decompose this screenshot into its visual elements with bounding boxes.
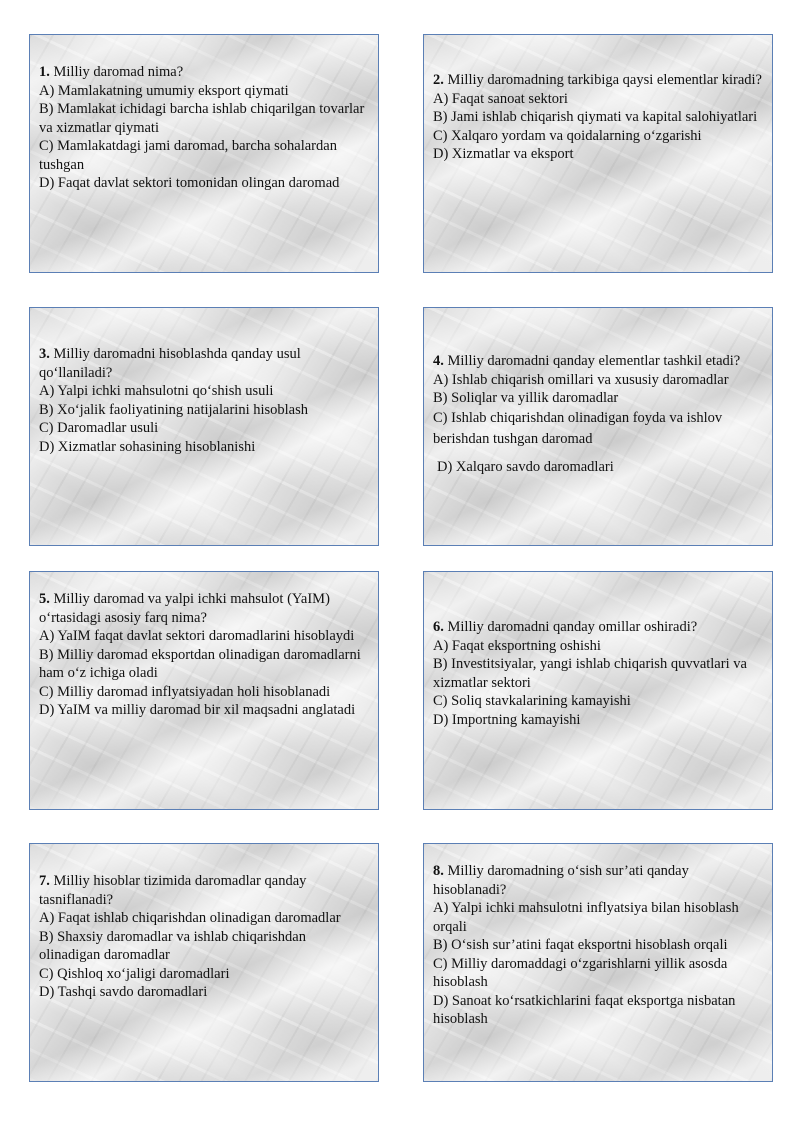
option-b: B) O‘sish sur’atini faqat eksportni hisoblash orqali	[433, 937, 728, 953]
question-card-1	[29, 34, 379, 273]
option-a: A) Yalpi ichki mahsulotni qo‘shish usuli	[39, 383, 274, 399]
option-a: A) Ishlab chiqarish omillari va xususiy daromadlar	[433, 371, 729, 388]
question-text	[433, 618, 764, 637]
option-a: A) Yalpi ichki mahsulotni inflyatsiya bilan hisoblash orqali	[433, 900, 739, 935]
question-number: 5.	[39, 591, 50, 607]
option-a: A) Mamlakatning umumiy eksport qiymati	[39, 82, 289, 99]
question-card-5	[29, 571, 379, 810]
question-card-2	[423, 34, 773, 273]
question-label: Milliy daromad nima?	[53, 64, 184, 80]
option-d: D) Importning kamayishi	[433, 711, 581, 728]
option-b: B) Shaxsiy daromadlar va ishlab chiqarishdan olinadigan daromadlar	[39, 928, 306, 963]
question-label: Milliy daromadning tarkibiga qaysi elementlar kiradi?	[447, 72, 762, 88]
question-card-7	[29, 843, 379, 1082]
option-d: D) Xizmatlar va eksport	[433, 146, 574, 162]
option-d: D) Sanoat ko‘rsatkichlarini faqat eksportga nisbatan hisoblash	[433, 992, 736, 1027]
question-text	[433, 352, 764, 371]
question-label: Milliy daromadning o‘sish sur’ati qanday hisoblanadi?	[433, 863, 689, 898]
question-card-8	[423, 843, 773, 1082]
option-c: C) Qishloq xo‘jaligi daromadlari	[39, 965, 230, 982]
option-c: C) Milliy daromad inflyatsiyadan holi hisoblanadi	[39, 683, 331, 700]
option-c: C) Soliq stavkalarining kamayishi	[433, 693, 631, 709]
option-a: A) Faqat eksportning oshishi	[433, 637, 601, 654]
option-b: B) Milliy daromad eksportdan olinadigan daromadlarni ham o‘z ichiga oladi	[39, 646, 361, 681]
question-card-4	[423, 307, 773, 546]
option-b: B) Xo‘jalik faoliyatining natijalarini hisoblash	[39, 401, 309, 418]
question-text	[39, 590, 370, 627]
question-number: 6.	[433, 619, 444, 635]
question-text	[39, 345, 370, 382]
option-b: B) Jami ishlab chiqarish qiymati va kapital salohiyatlari	[433, 109, 758, 125]
question-card-3	[29, 307, 379, 546]
option-d: D) Xalqaro savdo daromadlari	[437, 458, 614, 475]
question-text	[39, 63, 370, 82]
question-number: 1.	[39, 64, 50, 80]
option-b: B) Soliqlar va yillik daromadlar	[433, 390, 619, 406]
option-d: D) Faqat davlat sektori tomonidan olingan daromad	[39, 175, 340, 191]
question-text	[433, 71, 764, 90]
question-label: Milliy hisoblar tizimida daromadlar qanday tasniflanadi?	[39, 873, 307, 908]
option-c: C) Ishlab chiqarishdan olinadigan foyda va ishlov berishdan tushgan daromad	[433, 409, 723, 447]
option-c: C) Mamlakatdagi jami daromad, barcha sohalardan tushgan	[39, 138, 337, 173]
question-label: Milliy daromad va yalpi ichki mahsulot (YaIM) o‘rtasidagi asosiy farq nima?	[39, 591, 330, 626]
option-c: C) Milliy daromaddagi o‘zgarishlarni yillik asosda hisoblash	[433, 955, 728, 990]
option-d: D) Xizmatlar sohasining hisoblanishi	[39, 438, 256, 455]
question-number: 4.	[433, 353, 444, 369]
option-d: D) Tashqi savdo daromadlari	[39, 984, 208, 1000]
question-label: Milliy daromadni qanday omillar oshiradi?	[447, 619, 698, 635]
question-number: 7.	[39, 873, 50, 889]
question-label: Milliy daromadni qanday elementlar tashkil etadi?	[447, 353, 741, 369]
option-b: B) Mamlakat ichidagi barcha ishlab chiqarilgan tovarlar va xizmatlar qiymati	[39, 101, 365, 136]
option-c: C) Xalqaro yordam va qoidalarning o‘zgarishi	[433, 127, 702, 144]
question-number: 8.	[433, 863, 444, 879]
option-c: C) Daromadlar usuli	[39, 420, 159, 436]
question-text	[39, 872, 370, 909]
option-a: A) Faqat ishlab chiqarishdan olinadigan daromadlar	[39, 910, 341, 926]
question-number: 2.	[433, 72, 444, 88]
question-text	[433, 862, 764, 899]
option-a: A) Faqat sanoat sektori	[433, 90, 568, 107]
option-a: A) YaIM faqat davlat sektori daromadlarini hisoblaydi	[39, 628, 355, 644]
option-d: D) YaIM va milliy daromad bir xil maqsadni anglatadi	[39, 702, 356, 718]
option-b: B) Investitsiyalar, yangi ishlab chiqarish quvvatlari va xizmatlar sektori	[433, 656, 747, 691]
question-number: 3.	[39, 346, 50, 362]
question-card-6	[423, 571, 773, 810]
question-label: Milliy daromadni hisoblashda qanday usul qo‘llaniladi?	[39, 346, 301, 381]
